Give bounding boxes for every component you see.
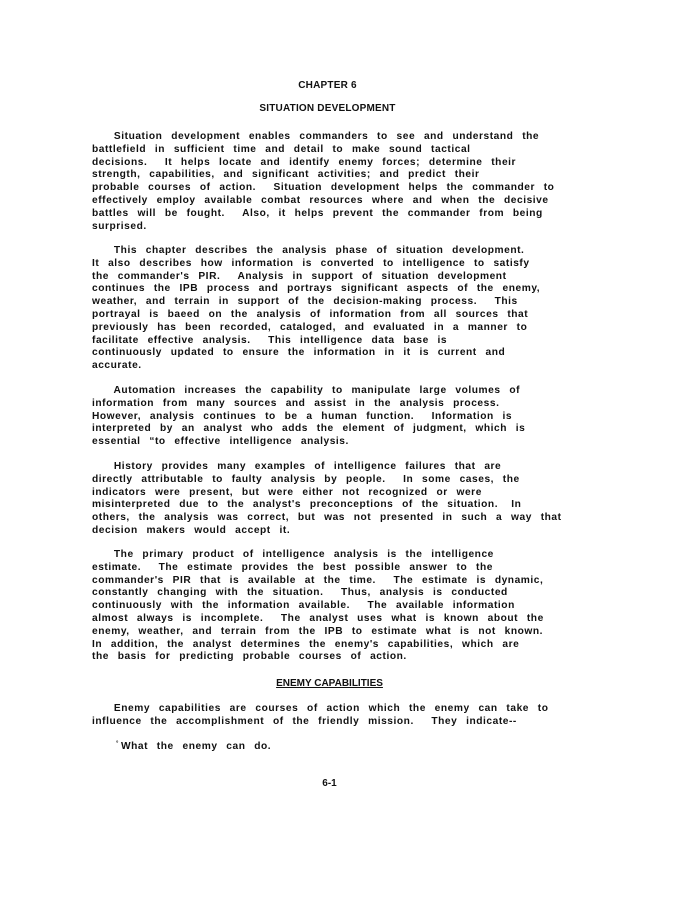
text-line: influence the accomplishment of the friendly mission. They indicate-- bbox=[92, 715, 517, 727]
text-line: constantly changing with the situation. Thus, analysis is conducted bbox=[92, 587, 508, 599]
text-line: battlefield in sufficient time and detail to make sound tactical bbox=[92, 143, 471, 155]
text-line: weather, and terrain in support of the decision-making process. This bbox=[92, 296, 518, 308]
enemy-capabilities-heading: ENEMY CAPABILITIES bbox=[276, 678, 383, 689]
text-line: decisions. It helps locate and identify enemy forces; determine their bbox=[92, 156, 517, 168]
text-line: History provides many examples of intelligence failures that are bbox=[92, 461, 502, 472]
text-line: facilitate effective analysis. This intelligence data base is bbox=[92, 334, 448, 346]
paragraph-2 bbox=[92, 245, 540, 373]
text-line: strength, capabilities, and significant activities; and predict their bbox=[92, 169, 480, 181]
text-line: Enemy capabilities are courses of action which the enemy can take to bbox=[92, 703, 549, 714]
text-line: This chapter describes the analysis phase of situation development. bbox=[92, 245, 525, 256]
text-line: misinterpreted due to the analyst's preconceptions of the situation. In bbox=[92, 499, 522, 511]
page-number bbox=[0, 778, 691, 789]
text-line: probable courses of action. Situation development helps the commander to bbox=[92, 182, 555, 194]
paragraph-capabilities bbox=[92, 703, 549, 729]
text-line: directly attributable to faulty analysis by people. In some cases, the bbox=[92, 473, 520, 485]
text-line: accurate. bbox=[92, 360, 142, 372]
text-line: others, the analysis was correct, but was not presented in such a way that bbox=[92, 512, 562, 524]
chapter-title: SITUATION DEVELOPMENT bbox=[259, 103, 396, 114]
text-line: continues the IPB process and portrays significant aspects of the enemy, bbox=[92, 283, 541, 295]
text-line: previously has been recorded, cataloged, and evaluated in a manner to bbox=[92, 321, 528, 333]
text-line: continuously updated to ensure the information in it is current and bbox=[92, 347, 506, 359]
text-line: Situation development enables commanders to see and understand the bbox=[92, 131, 540, 142]
section-subheading bbox=[0, 678, 691, 689]
text-line: continuously with the information available. The available information bbox=[92, 600, 515, 612]
text-line: interpreted by an analyst who adds the element of judgment, which is bbox=[92, 423, 526, 435]
chapter-heading: CHAPTER 6 bbox=[298, 80, 357, 91]
paragraph-3 bbox=[92, 385, 525, 449]
text-line: the commander's PIR. Analysis in support of situation development bbox=[92, 270, 507, 282]
text-line: The primary product of intelligence analysis is the intelligence bbox=[92, 549, 494, 560]
text-line: enemy, weather, and terrain from the IPB to estimate what is not known. bbox=[92, 625, 544, 637]
text-line: essential “to effective intelligence analysis. bbox=[92, 436, 349, 448]
text-line: estimate. The estimate provides the best possible answer to the bbox=[92, 561, 493, 573]
text-line: Automation increases the capability to manipulate large volumes of bbox=[92, 385, 521, 396]
text-line: commander's PIR that is available at the time. The estimate is dynamic, bbox=[92, 574, 544, 586]
text-line: portrayal is baeed on the analysis of information from all sources that bbox=[92, 308, 529, 320]
text-line: battles will be fought. Also, it helps prevent the commander from being bbox=[92, 207, 543, 219]
text-line: In addition, the analyst determines the enemy's capabilities, which are bbox=[92, 638, 520, 650]
text-line: the basis for predicting probable courses of action. bbox=[92, 651, 407, 663]
paragraph-5 bbox=[92, 549, 544, 664]
paragraph-1 bbox=[92, 131, 554, 233]
text-line: information from many sources and assist in the analysis process. bbox=[92, 397, 500, 409]
text-line: decision makers would accept it. bbox=[92, 524, 291, 536]
text-line: surprised. bbox=[92, 220, 147, 232]
text-line: indicators were present, but were either not recognized or were bbox=[92, 486, 482, 498]
text-line: effectively employ available combat resources where and when the decisive bbox=[92, 194, 549, 206]
page-number-text: 6-1 bbox=[322, 778, 337, 789]
bullet-text: What the enemy can do. bbox=[120, 741, 272, 752]
bullet-icon: ° bbox=[116, 741, 119, 747]
text-line: almost always is incomplete. The analyst uses what is known about the bbox=[92, 612, 544, 624]
paragraph-4 bbox=[92, 461, 562, 538]
text-line: It also describes how information is converted to intelligence to satisfy bbox=[92, 257, 530, 269]
bullet-item bbox=[116, 741, 271, 752]
text-line: However, analysis continues to be a human function. Information is bbox=[92, 410, 513, 422]
